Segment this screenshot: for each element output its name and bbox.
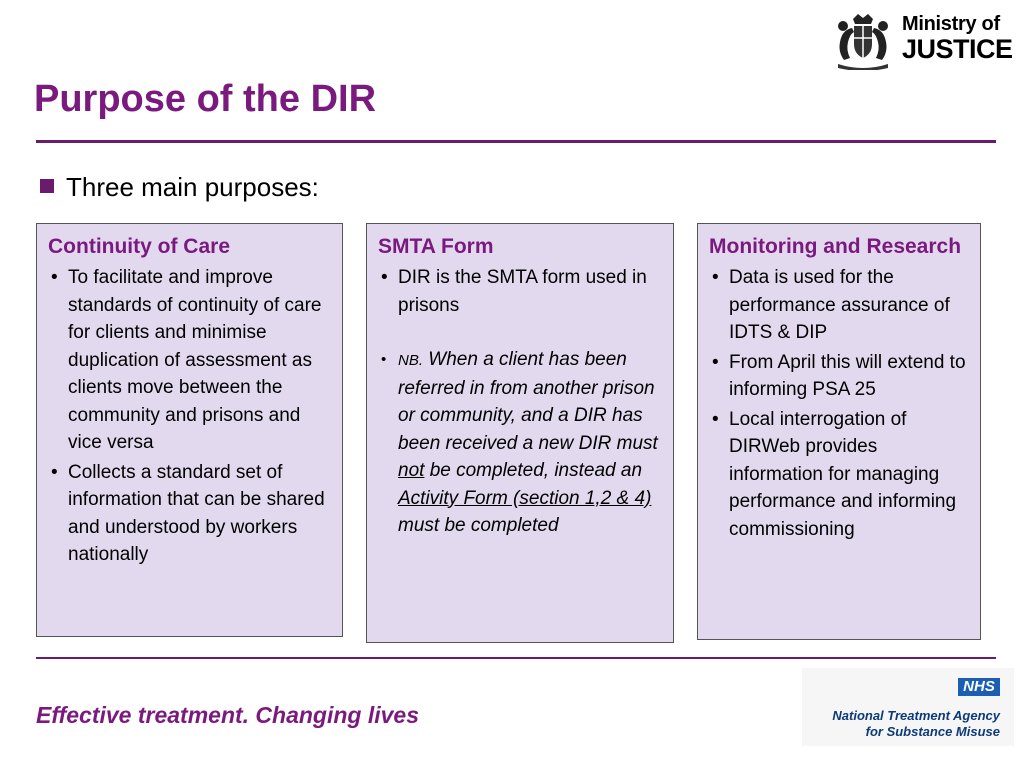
- nta-line-1: National Treatment Agency: [832, 708, 1000, 723]
- lead-text: Three main purposes:: [66, 172, 319, 202]
- title-divider: [36, 140, 996, 143]
- logo-line-2: JUSTICE: [902, 34, 1013, 64]
- list-item: • From April this will extend to informing PSA 25: [712, 351, 966, 400]
- nb-note: • NB. When a client has been referred in from another prison or community, and a DIR has been received a new DIR must not be completed, instead an Activity Form (section 1,2 & 4) must be completed: [381, 349, 658, 536]
- list-item: • Local interrogation of DIRWeb provides information for managing performance and informing commissioning: [712, 408, 957, 540]
- activity-form-reference: Activity Form (section 1,2 & 4): [398, 487, 652, 509]
- list-item: • DIR is the SMTA form used in prisons: [381, 267, 647, 316]
- slide-title: Purpose of the DIR: [34, 78, 377, 120]
- box-title: Continuity of Care: [48, 235, 230, 258]
- nhs-badge-icon: NHS: [958, 678, 1000, 696]
- nta-logo: [802, 668, 1014, 746]
- ministry-of-justice-wordmark: [902, 14, 1013, 63]
- list-item: • Collects a standard set of information that can be shared and understood by workers nationally: [51, 461, 325, 565]
- box-title: SMTA Form: [378, 235, 494, 258]
- nb-tag: NB.: [398, 352, 424, 369]
- monitoring-and-research-box: [697, 223, 981, 640]
- royal-crest-icon: [832, 12, 894, 70]
- list-item: • Data is used for the performance assurance of IDTS & DIP: [712, 267, 950, 343]
- list-item: • To facilitate and improve standards of continuity of care for clients and minimise duplication of assessment as clients move between the community and prisons and vice versa: [51, 267, 322, 453]
- logo-line-1: Ministry of: [902, 13, 1000, 35]
- smta-form-box: [366, 223, 674, 643]
- not-emphasis: not: [398, 460, 425, 481]
- nta-wordmark: [832, 708, 1000, 740]
- box-title: Monitoring and Research: [709, 235, 962, 258]
- nta-line-2: for Substance Misuse: [865, 724, 1000, 739]
- tagline: Effective treatment. Changing lives: [36, 702, 420, 728]
- square-bullet-icon: [40, 179, 54, 193]
- continuity-of-care-box: [36, 223, 343, 637]
- ministry-of-justice-logo: [832, 12, 1014, 70]
- lead-bullet: [40, 172, 319, 203]
- footer-divider: [36, 657, 996, 659]
